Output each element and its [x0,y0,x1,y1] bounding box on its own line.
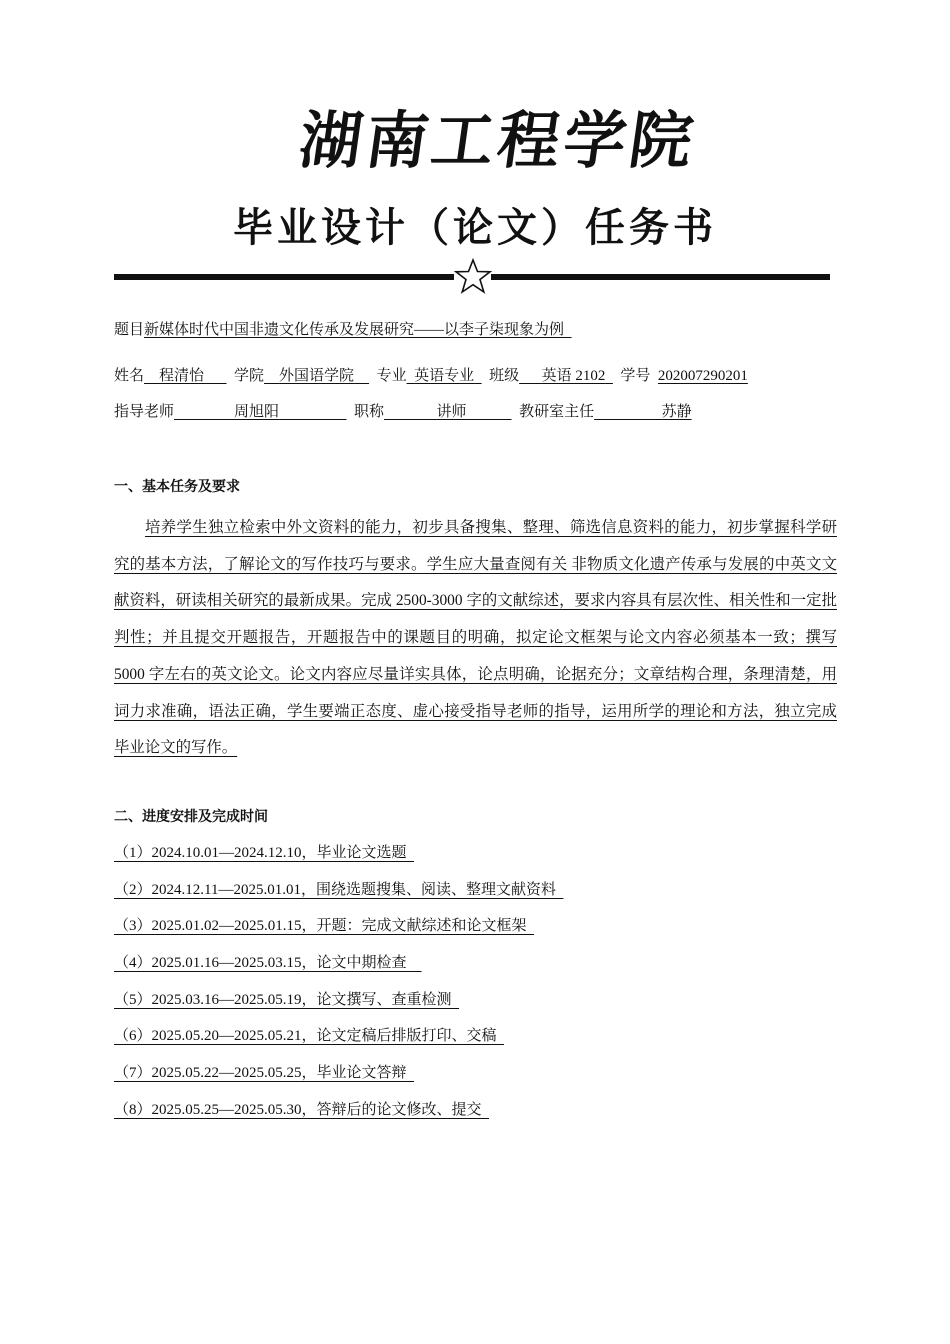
star-icon [454,258,492,294]
schedule-item: （4）2025.01.16—2025.03.15，论文中期检查 [114,955,407,972]
schedule-item: （2）2024.12.11—2025.01.01，围绕选题搜集、阅读、整理文献资料 [114,881,556,898]
task-requirements-text: 培养学生独立检索中外文资料的能力，初步具备搜集、整理、筛选信息资料的能力，初步掌握科学研究的基本方法，了解论文的写作技巧与要求。学生应大量查阅有关 非物质文化遗产传承与发展的中英文文献资料，研读相关研究的最新成果。完成 2500-3000 字的文献综述，要求内容具有层次性、相关性和一定批判性；并且提交开题报告，开题报告中的课题目的明确，拟定论文框架与论文内容必须基本一致；撰写 5000 字左右的英文论文。论文内容应尽量详实具体，论点明确，论据充分；文章结构合理，条理清楚，用词力求准确，语法正确，学生要端正态度、虚心接受指导老师的指导，运用所学的理论和方法，独立完成毕业论文的写作。 [114,519,837,757]
thesis-title-label: 题目 [114,322,145,338]
schedule-item: （3）2025.01.02—2025.01.15，开题：完成文献综述和论文框架 [114,918,527,935]
schedule-item: （1）2024.10.01—2024.12.10，毕业论文选题 [114,845,407,861]
section-heading-schedule: 二、进度安排及完成时间 [114,809,268,825]
schedule-item: （6）2025.05.20—2025.05.21，论文定稿后排版打印、交稿 [114,1028,497,1045]
advisor-value: 周旭阳 [234,404,280,420]
schedule-list [114,842,837,1136]
advisor-info-row [114,401,692,423]
schedule-item: （5）2025.03.16—2025.05.19，论文撰写、查重检测 [114,991,452,1008]
section-heading-tasks: 一、基本任务及要求 [114,479,240,495]
thesis-title-value: 新媒体时代中国非遗文化传承及发展研究——以李子柒现象为例 [144,322,565,338]
advisor-label: 指导老师 [114,404,175,420]
university-logo: 湖南工程学院 [294,104,702,177]
class-label: 班级 [489,368,520,384]
class-value: 英语 2102 [541,368,606,384]
student-info-row [114,365,748,387]
title-rule-right [491,274,830,280]
major-value: 英语专业 [414,368,475,384]
college-value: 外国语学院 [279,368,355,384]
major-label: 专业 [376,368,407,384]
task-requirements-paragraph [114,510,837,767]
college-label: 学院 [234,368,265,384]
name-label: 姓名 [114,368,145,384]
rank-label: 职称 [354,404,385,420]
rank-value: 讲师 [436,404,467,420]
schedule-item: （8）2025.05.25—2025.05.30，答辩后的论文修改、提交 [114,1101,482,1118]
document-title: 毕业设计（论文）任务书 [233,205,717,251]
schedule-item: （7）2025.05.22—2025.05.25，毕业论文答辩 [114,1065,407,1082]
director-label: 教研室主任 [519,404,595,420]
director-value: 苏静 [661,404,692,420]
name-value: 程清怡 [159,368,205,384]
student-id-value: 202007290201 [657,368,748,384]
thesis-title-line [114,319,572,341]
title-rule-left [114,274,454,280]
student-id-label: 学号 [620,368,651,384]
